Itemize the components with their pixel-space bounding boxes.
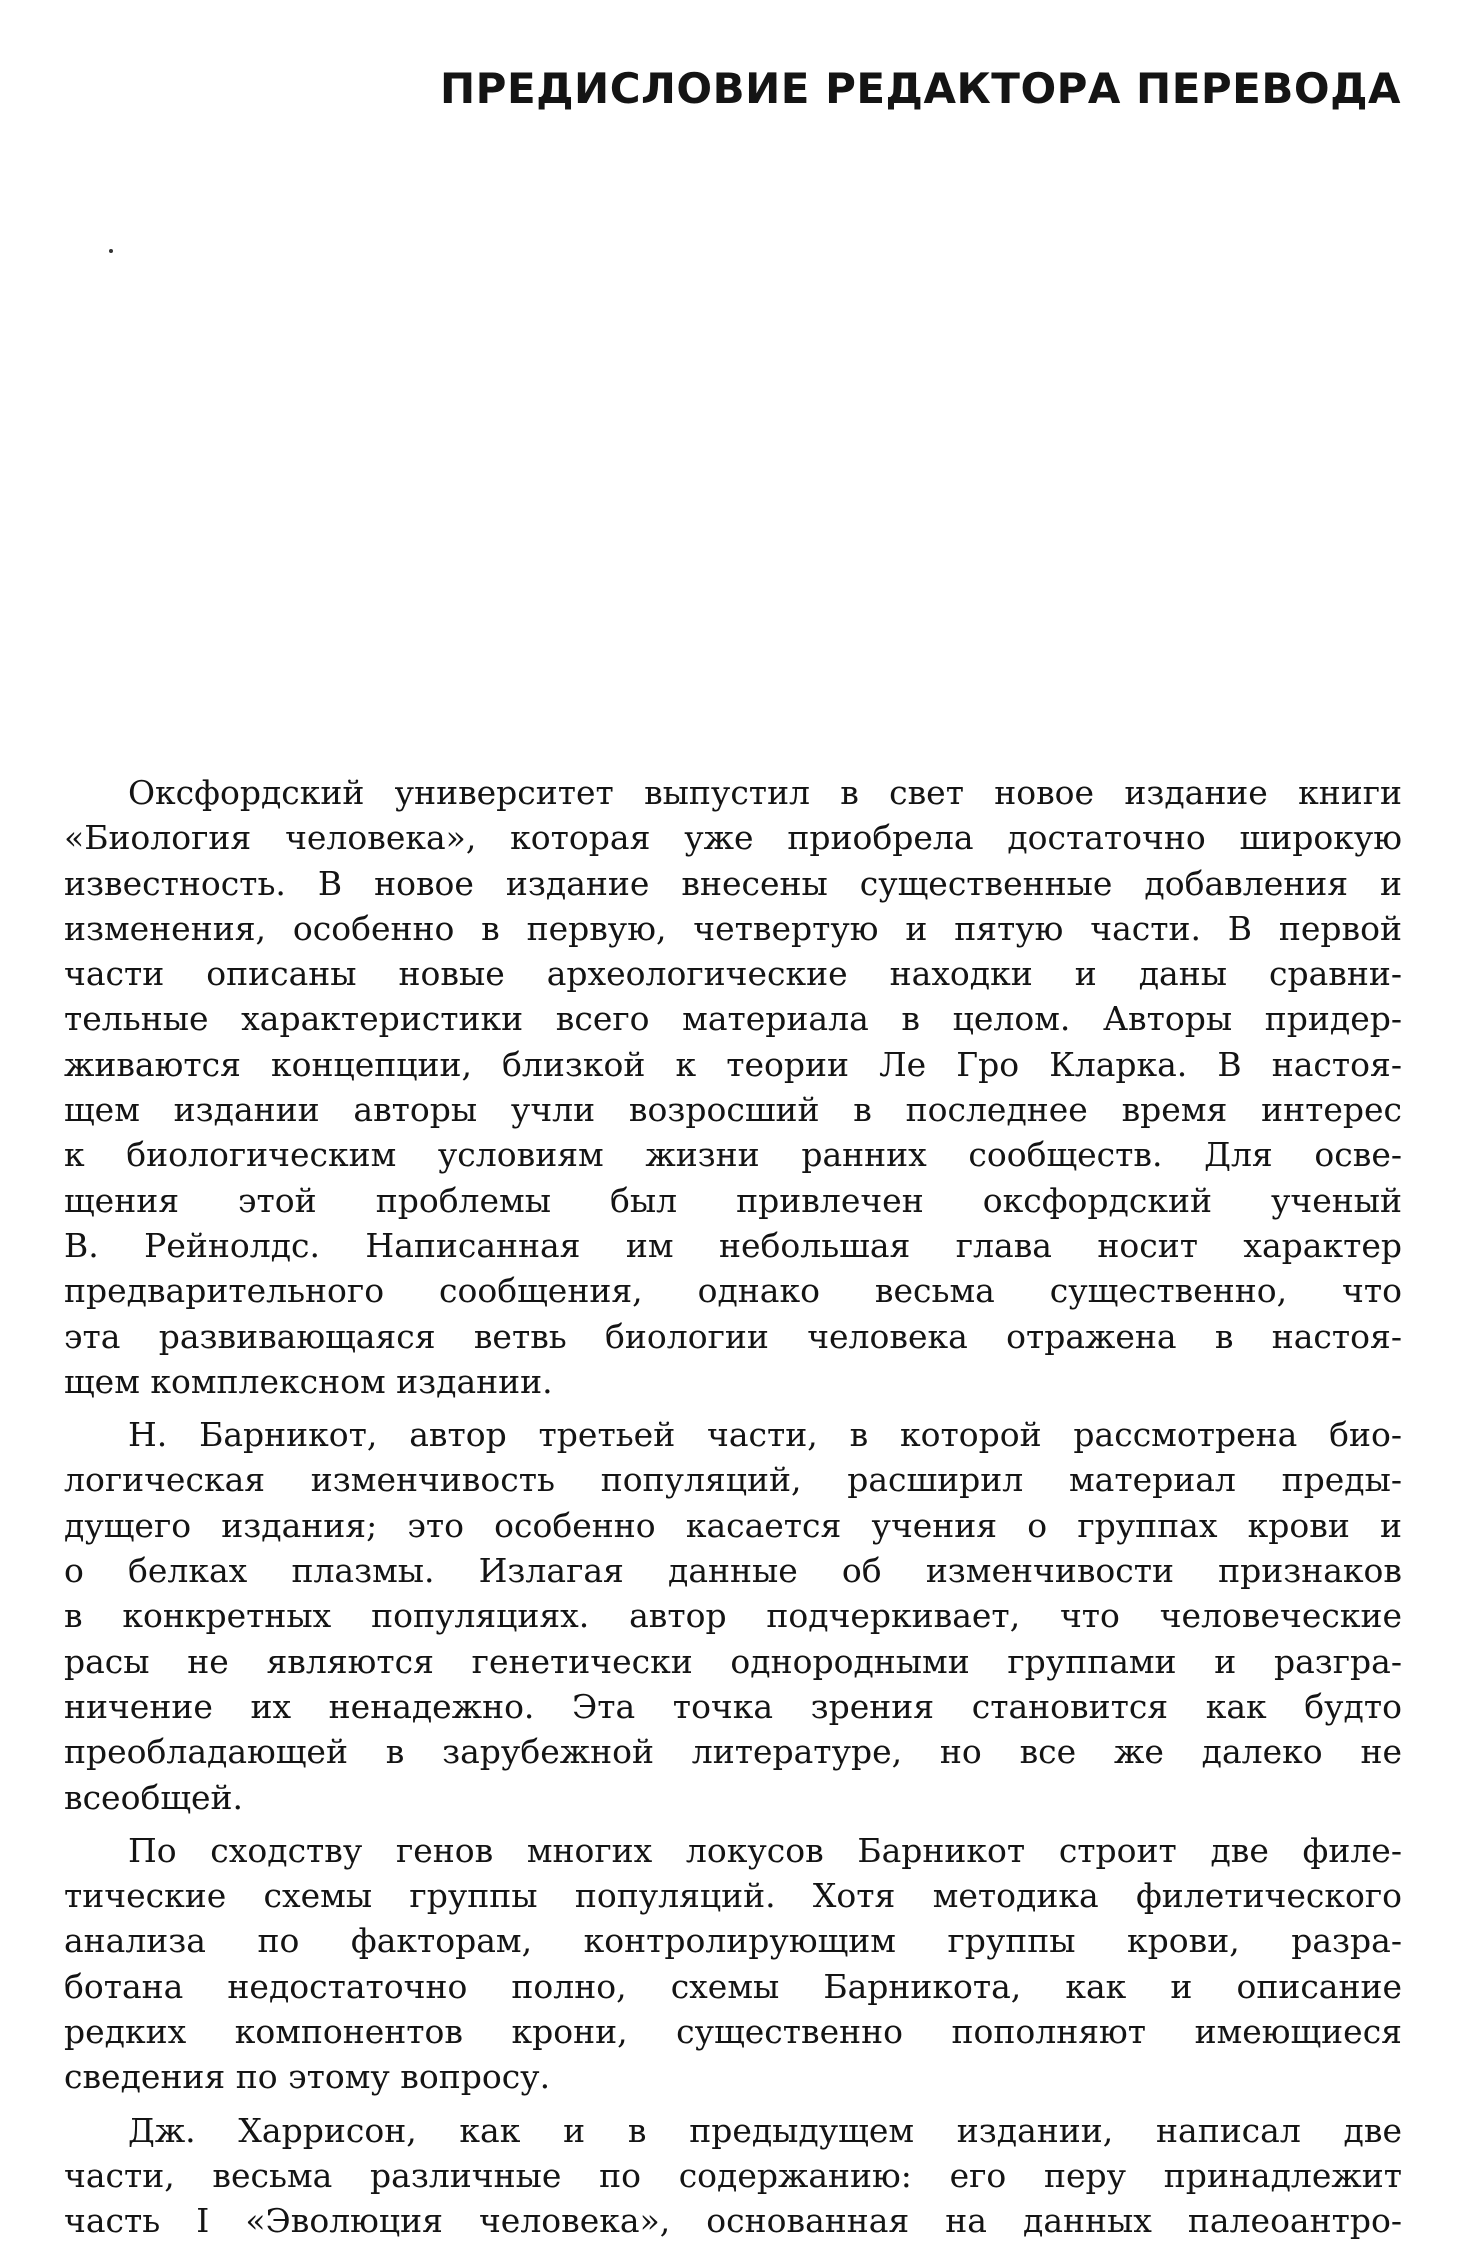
- text-line: в конкретных популяциях. автор подчеркивает, что человеческие: [64, 1596, 1402, 1636]
- text-line: сведения по этому вопросу.: [64, 2057, 551, 2097]
- text-line: тические схемы группы популяций. Хотя методика филетического: [64, 1876, 1402, 1916]
- text-line: щем издании авторы учли возросший в последнее время интерес: [64, 1090, 1402, 1130]
- text-line: изменения, особенно в первую, четвертую и пятую части. В первой: [64, 908, 1402, 948]
- paragraph: [64, 770, 1402, 1404]
- text-line: к биологическим условиям жизни ранних сообществ. Для осве-: [64, 1135, 1402, 1175]
- text-line: Оксфордский университет выпустил в свет новое издание книги: [128, 773, 1402, 812]
- text-line: живаются концепции, близкой к теории Ле Гро Кларка. В настоя-: [64, 1044, 1402, 1084]
- text-line: Н. Барникот, автор третьей части, в которой рассмотрена био-: [128, 1415, 1402, 1455]
- page-heading: ПРЕДИСЛОВИЕ РЕДАКТОРА ПЕРЕВОДА: [440, 64, 1401, 113]
- text-line: преобладающей в зарубежной литературе, но все же далеко не: [64, 1732, 1402, 1772]
- text-line: ничение их ненадежно. Эта точка зрения становится как будто: [64, 1686, 1402, 1726]
- text-line: всеобщей.: [64, 1777, 244, 1817]
- text-line: части описаны новые археологические находки и даны сравни-: [64, 954, 1402, 994]
- paragraph: [64, 1412, 1402, 1820]
- text-line: части, весьма различные по содержанию: его перу принадлежит: [64, 2155, 1402, 2195]
- text-line: тельные характеристики всего материала в целом. Авторы придер-: [64, 999, 1402, 1039]
- text-line: анализа по факторам, контролирующим группы крови, разра-: [64, 1921, 1402, 1961]
- text-line: расы не являются генетически однородными группами и разгра-: [64, 1641, 1402, 1681]
- text-line: редких компонентов крони, существенно пополняют имеющиеся: [64, 2012, 1402, 2052]
- text-line: По сходству генов многих локусов Барникот строит две филе-: [128, 1830, 1402, 1870]
- text-line: известность. В новое издание внесены существенные добавления и: [64, 863, 1402, 903]
- text-line: логическая изменчивость популяций, расширил материал преды-: [64, 1460, 1402, 1500]
- text-line: эта развивающаяся ветвь биологии человека отражена в настоя-: [64, 1316, 1402, 1356]
- text-line: В. Рейнолдс. Написанная им небольшая глава носит характер: [64, 1225, 1402, 1265]
- body-text: [64, 770, 1402, 2244]
- text-line: Дж. Харрисон, как и в предыдущем издании, написал две: [128, 2110, 1402, 2150]
- paragraph: [64, 1828, 1402, 2100]
- text-line: ботана недостаточно полно, схемы Барникота, как и описание: [64, 1966, 1402, 2006]
- text-line: «Биология человека», которая уже приобрела достаточно широкую: [64, 818, 1402, 858]
- text-line: о белках плазмы. Излагая данные об изменчивости признаков: [64, 1551, 1402, 1591]
- print-speck: [109, 249, 113, 253]
- text-line: щения этой проблемы был привлечен оксфордский ученый: [64, 1180, 1402, 1220]
- paragraph: [64, 2108, 1402, 2244]
- text-line: предварительного сообщения, однако весьма существенно, что: [64, 1271, 1402, 1311]
- text-line: щем комплексном издании.: [64, 1361, 553, 1401]
- text-line: часть I «Эволюция человека», основанная на данных палеоантро-: [64, 2201, 1402, 2241]
- text-line: дущего издания; это особенно касается учения о группах крови и: [64, 1505, 1402, 1545]
